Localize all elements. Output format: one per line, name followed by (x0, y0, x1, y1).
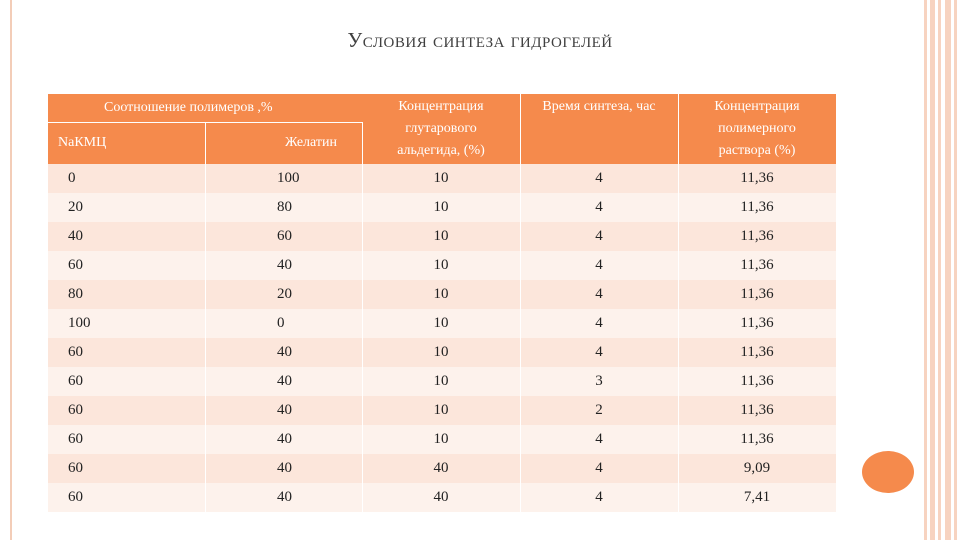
header-col1-label: NaКМЦ (58, 135, 107, 150)
table-cell: 10 (433, 315, 449, 331)
table-cell: 0 (68, 170, 76, 186)
table-cell: 2 (595, 402, 603, 418)
table-cell: 100 (68, 315, 91, 331)
header-col3-label: Концентрация глутарового альдегида, (%) (397, 99, 485, 158)
header-col5-label: Концентрация полимерного раствора (%) (714, 99, 800, 158)
table-cell: 60 (68, 402, 83, 418)
table-cell: 10 (433, 431, 449, 447)
table-cell: 40 (433, 460, 449, 476)
row-divider (520, 454, 521, 483)
row-divider (362, 425, 363, 454)
row-divider (362, 251, 363, 280)
synthesis-table (48, 94, 836, 508)
table-cell: 80 (68, 286, 83, 302)
table-row (48, 193, 836, 222)
left-frame-line (0, 0, 12, 540)
table-cell: 40 (277, 344, 292, 360)
table-cell: 11,36 (740, 199, 774, 215)
table-cell: 10 (433, 344, 449, 360)
row-divider (205, 425, 206, 454)
table-cell: 11,36 (740, 344, 774, 360)
header-col2-label: Желатин (285, 135, 337, 150)
row-divider (362, 483, 363, 512)
table-cell: 4 (595, 286, 603, 302)
row-divider (205, 396, 206, 425)
table-row (48, 164, 836, 193)
row-divider (678, 251, 679, 280)
table-cell: 20 (68, 199, 83, 215)
row-divider (205, 483, 206, 512)
row-divider (520, 251, 521, 280)
table-cell: 60 (68, 489, 83, 505)
row-divider (205, 193, 206, 222)
table-cell: 40 (433, 489, 449, 505)
row-divider (520, 309, 521, 338)
row-divider (520, 164, 521, 193)
decorative-circle (862, 451, 914, 493)
table-cell: 10 (433, 402, 449, 418)
row-divider (520, 193, 521, 222)
table-row (48, 396, 836, 425)
row-divider (205, 338, 206, 367)
row-divider (678, 309, 679, 338)
row-divider (520, 338, 521, 367)
row-divider (520, 280, 521, 309)
row-divider (678, 454, 679, 483)
table-cell: 4 (595, 228, 603, 244)
header-group-cell (48, 94, 362, 122)
table-cell: 10 (433, 170, 449, 186)
table-cell: 9,09 (743, 460, 771, 476)
row-divider (205, 164, 206, 193)
table-row (48, 454, 836, 483)
row-divider (205, 367, 206, 396)
table-cell: 4 (595, 170, 603, 186)
table-cell: 11,36 (740, 286, 774, 302)
header-divider (205, 122, 206, 164)
row-divider (205, 280, 206, 309)
table-cell: 80 (277, 199, 292, 215)
table-cell: 60 (68, 344, 83, 360)
row-divider (520, 425, 521, 454)
row-divider (678, 483, 679, 512)
table-cell: 10 (433, 228, 449, 244)
table-cell: 11,36 (740, 373, 774, 389)
row-divider (362, 309, 363, 338)
row-divider (205, 309, 206, 338)
row-divider (205, 454, 206, 483)
header-divider (362, 122, 363, 164)
table-cell: 40 (68, 228, 83, 244)
table-cell: 10 (433, 286, 449, 302)
row-divider (205, 222, 206, 251)
table-cell: 3 (595, 373, 603, 389)
row-divider (520, 396, 521, 425)
table-cell: 11,36 (740, 431, 774, 447)
table-cell: 4 (595, 199, 603, 215)
row-divider (678, 164, 679, 193)
table-cell: 11,36 (740, 257, 774, 273)
header-group-label: Соотношение полимеров ,% (104, 100, 273, 115)
row-divider (362, 280, 363, 309)
row-divider (520, 222, 521, 251)
row-divider (678, 280, 679, 309)
table-row (48, 338, 836, 367)
row-divider (678, 367, 679, 396)
row-divider (520, 483, 521, 512)
header-col5-cell (678, 94, 836, 164)
table-cell: 4 (595, 257, 603, 273)
table-cell: 40 (277, 402, 292, 418)
row-divider (520, 367, 521, 396)
table-cell: 60 (68, 460, 83, 476)
table-cell: 100 (277, 170, 300, 186)
row-divider (362, 222, 363, 251)
table-cell: 20 (277, 286, 292, 302)
table-cell: 4 (595, 344, 603, 360)
table-cell: 40 (277, 460, 292, 476)
row-divider (678, 425, 679, 454)
table-row (48, 367, 836, 396)
table-cell: 4 (595, 315, 603, 331)
table-cell: 60 (68, 373, 83, 389)
header-col3-cell (362, 94, 520, 164)
table-cell: 10 (433, 257, 449, 273)
row-divider (362, 193, 363, 222)
table-cell: 4 (595, 431, 603, 447)
table-cell: 11,36 (740, 315, 774, 331)
table-row (48, 280, 836, 309)
table-cell: 40 (277, 431, 292, 447)
table-cell: 60 (68, 257, 83, 273)
table-cell: 10 (433, 373, 449, 389)
row-divider (678, 396, 679, 425)
table-cell: 60 (68, 431, 83, 447)
header-col4-label: Время синтеза, час (542, 99, 656, 114)
table-row (48, 425, 836, 454)
table-cell: 4 (595, 489, 603, 505)
row-divider (362, 396, 363, 425)
row-divider (362, 454, 363, 483)
row-divider (362, 338, 363, 367)
table-cell: 11,36 (740, 228, 774, 244)
slide-title: Условия синтеза гидрогелей (347, 28, 613, 52)
table-row (48, 222, 836, 251)
table-cell: 0 (277, 315, 285, 331)
table-row (48, 483, 836, 512)
row-divider (678, 338, 679, 367)
row-divider (678, 222, 679, 251)
row-divider (362, 367, 363, 396)
table-cell: 11,36 (740, 170, 774, 186)
table-cell: 40 (277, 489, 292, 505)
table-cell: 40 (277, 257, 292, 273)
header-divider (520, 94, 521, 164)
right-decorative-stripes (918, 0, 960, 540)
row-divider (678, 193, 679, 222)
table-cell: 4 (595, 460, 603, 476)
header-col4-cell (520, 94, 678, 164)
table-row (48, 309, 836, 338)
table-row (48, 251, 836, 280)
header-divider (678, 94, 679, 164)
table-cell: 10 (433, 199, 449, 215)
table-cell: 7,41 (743, 489, 771, 505)
header-col2-cell (205, 122, 362, 164)
row-divider (205, 251, 206, 280)
table-cell: 11,36 (740, 402, 774, 418)
header-hline (48, 122, 362, 123)
table-cell: 60 (277, 228, 292, 244)
table-cell: 40 (277, 373, 292, 389)
header-col1-cell (48, 122, 205, 164)
row-divider (362, 164, 363, 193)
